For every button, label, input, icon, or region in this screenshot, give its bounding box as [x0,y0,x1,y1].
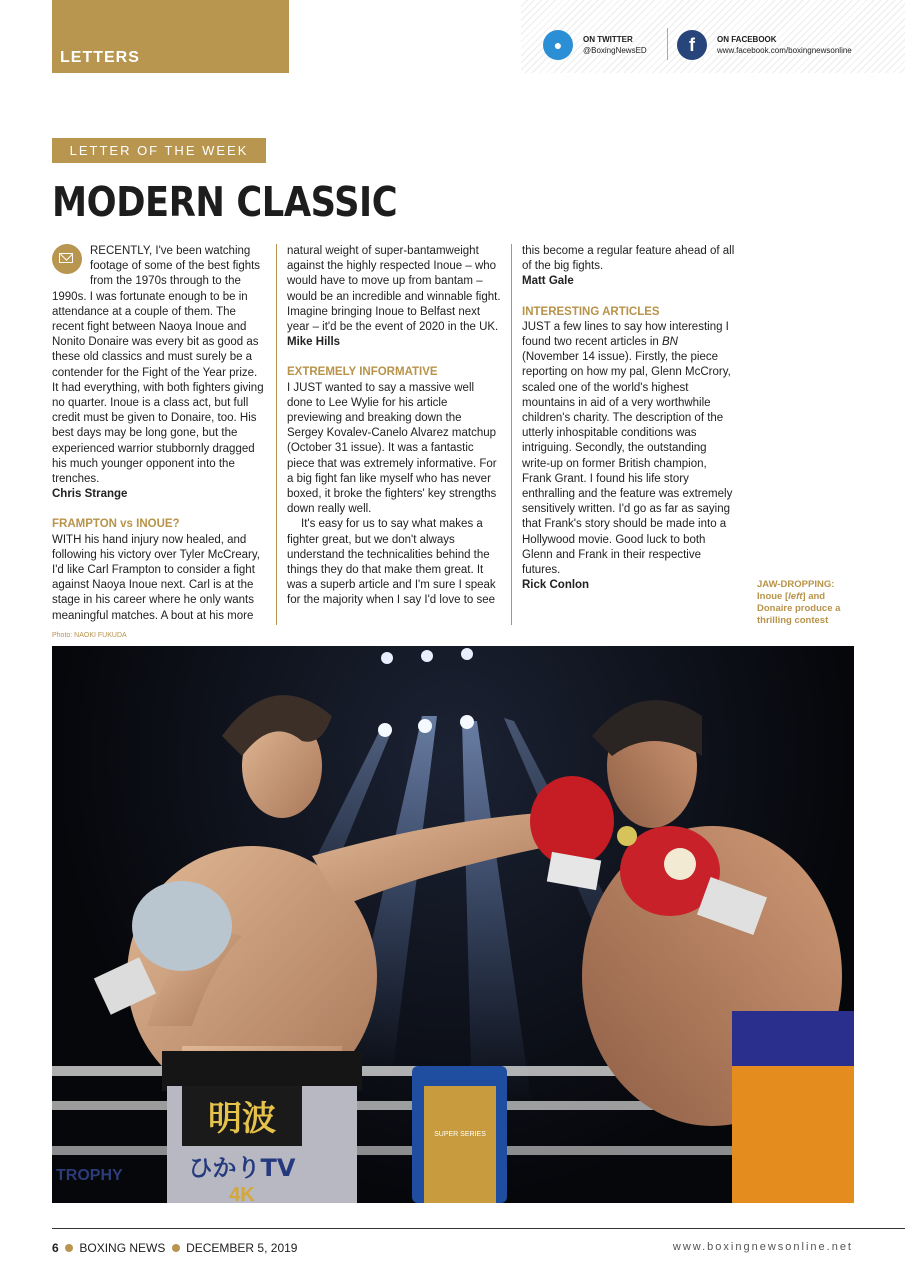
publication-name: BOXING NEWS [79,1241,166,1255]
letter-body: I JUST wanted to say a massive well done to Lee Wylie for his article previewing and breaking down the Sergey Kovalev-Canelo Alvarez matchup (October 31 issue). It was a fantastic piece that was extremely informative. For a big fight fan like myself who has never boxed, it broke the fighters' key strengths down really well. [287,381,497,516]
letter-body: natural weight of super-bantamweight against the highly respected Inoue – who would have to move up from bantam – would be an incredible and winnable fight. Imagine bringing Inoue to Belfast next year – it'd be the event of 2020 in the UK. [287,245,501,334]
letter-body: RECENTLY, I've been watching footage of some of the best fights from the 1970s through to the 1990s. I was fortunate enough to be in attendance at a couple of them. The recent fight between Naoya Inoue and Nonito Donaire was every bit as good as these old classics and must surely be a contender for the Fight of the Year prize. It had everything, with both fighters giving no quarter. Inoue is a class act, but full credit must be given to Donaire, too. His best days may be long gone, but the experienced warrior stubbornly dragged his much younger opponent into the trenches. [52,245,264,486]
letter-signature: Mike Hills [287,336,341,349]
page-number: 6 [52,1241,59,1255]
caption-lead: JAW-DROPPING: [757,579,835,590]
column-3 [522,244,736,593]
facebook-url: www.facebook.com/boxingnewsonline [717,46,852,55]
issue-date: DECEMBER 5, 2019 [186,1241,298,1255]
facebook-icon: f [677,30,707,60]
twitter-handle: @BoxingNewsED [583,46,647,55]
social-divider [667,28,668,60]
photo-credit: Photo: NAOKI FUKUDA [52,632,127,639]
headline: MODERN CLASSIC [52,178,398,226]
letter-of-week-badge: LETTER OF THE WEEK [52,138,266,163]
column-1 [52,244,266,624]
letter-signature: Chris Strange [52,488,128,501]
separator-dot [172,1244,180,1252]
banner-text: TROPHY [56,1167,123,1184]
website-link[interactable]: www.boxingnewsonline.net [672,1241,853,1253]
social-bar [521,0,905,73]
separator-dot [65,1244,73,1252]
twitter-label: ON TWITTER [583,35,633,44]
publication-abbrev: BN [662,336,678,349]
sponsor-sub: 4K [229,1184,255,1203]
envelope-icon [52,244,82,274]
section-label: LETTERS [60,49,140,66]
facebook-label: ON FACEBOOK [717,35,777,44]
column-rule [511,244,512,625]
letter-body: It's easy for us to say what makes a fighter great, but we don't always understand the technicalities behind the things they do that make them great. It was a superb article and I'm sure I speak for the majority when I say I'd love to see [287,518,496,607]
letter-body: this become a regular feature ahead of all of the big fights. [522,245,735,273]
section-tab [52,0,289,73]
column-2 [287,244,501,609]
fight-photo [52,646,854,1203]
letter-body: JUST a few lines to say how interesting I found two recent articles in BN (November 14 issue). Firstly, the piece reporting on how my pal, Glenn McCrory, scaled one of the world's highest mountains in aid of a very worthwhile children's charity. The description of the utterly inhospitable conditions was intriguing. Secondly, the outstanding write-up on former British champion, Frank Grant. I found his life story enthralling and the feature was extremely sensitively written. I'd go as far as saying that Frank's story should be made into a Hollywood movie. Good luck to both Glenn and Frank in their respective futures. [522,320,733,577]
letter-subhead: EXTREMELY INFORMATIVE [287,366,438,379]
letter-signature: Rick Conlon [522,579,590,592]
letter-subhead: INTERESTING ARTICLES [522,305,660,318]
sponsor-text: ひかりTV [188,1154,296,1182]
footer-folio [52,1241,297,1255]
letter-signature: Matt Gale [522,275,574,288]
post-text: SUPER SERIES [434,1131,486,1138]
letter-subhead: FRAMPTON vs INOUE? [52,518,180,531]
trunks-text: 明波 [208,1099,276,1139]
footer-rule [52,1228,905,1229]
column-rule [276,244,277,625]
photo-caption: JAW-DROPPING: Inoue [left] and Donaire produce a thrilling contest [757,579,841,626]
letter-body: WITH his hand injury now healed, and following his victory over Tyler McCreary, I'd like Carl Frampton to consider a fight against Naoya Inoue next. Carl is at the stage in his career where he only wants meaningful matches. A bout at his more [52,533,260,622]
twitter-icon: ● [543,30,573,60]
